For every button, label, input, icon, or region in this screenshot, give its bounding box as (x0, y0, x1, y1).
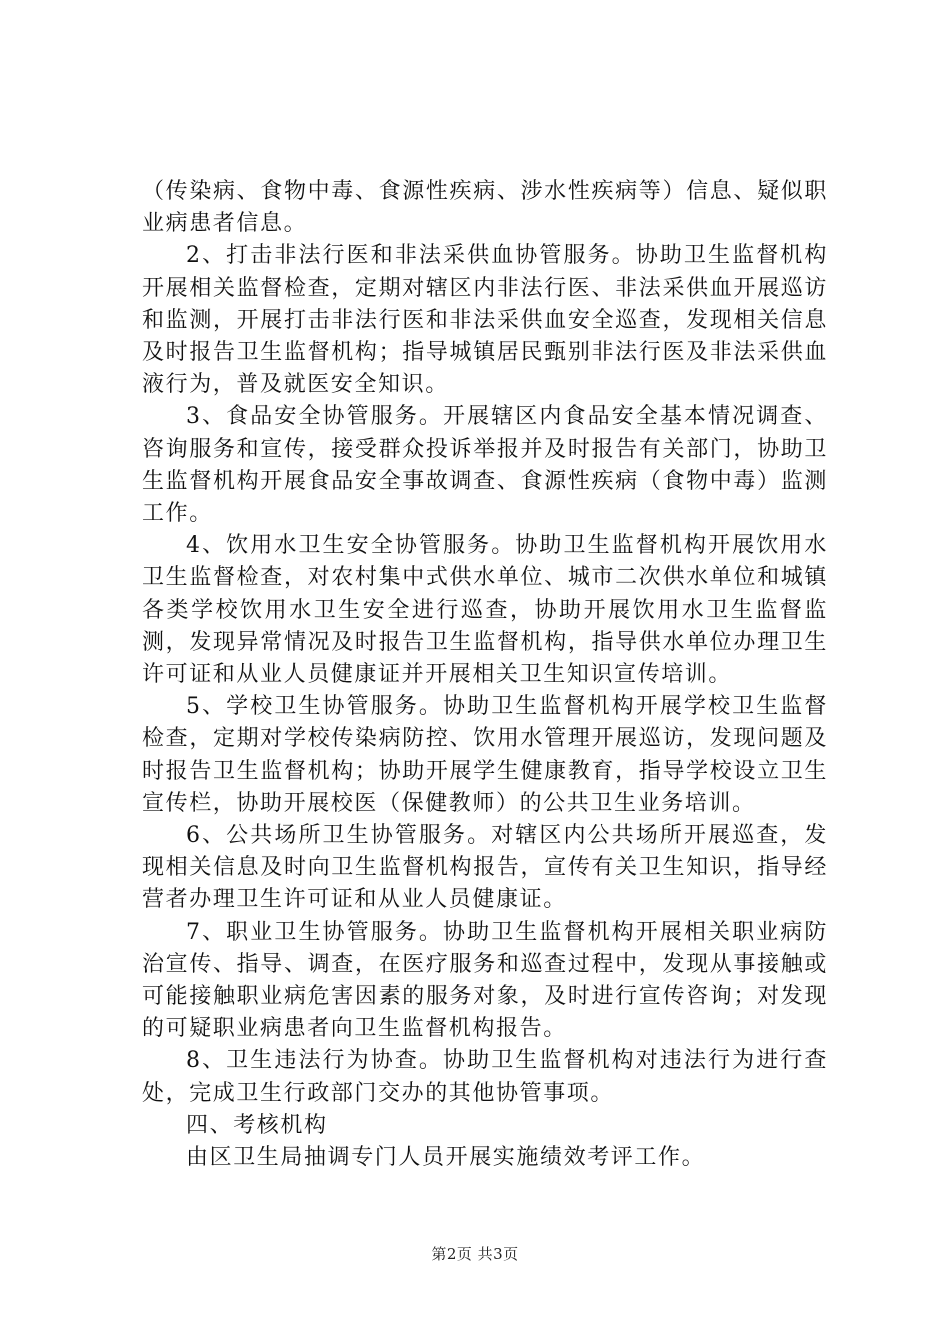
paragraph-item-2: 2、打击非法行医和非法采供血协管服务。协助卫生监督机构开展相关监督检查，定期对辖区内非法行医、非法采供血开展巡访和监测，开展打击非法行医和非法采供血安全巡查，发现相关信息及时报告卫生监督机构；指导城镇居民甄别非法行医及非法采供血液行为，普及就医安全知识。 (142, 243, 828, 398)
paragraph-item-8: 8、卫生违法行为协查。协助卫生监督机构对违法行为进行查处，完成卫生行政部门交办的其他协管事项。 (142, 1048, 828, 1106)
document-body (142, 176, 828, 1174)
page-number-footer: 第2页 共3页 (431, 1245, 519, 1263)
paragraph-assessment: 由区卫生局抽调专门人员开展实施绩效考评工作。 (186, 1145, 706, 1171)
paragraph-item-5: 5、学校卫生协管服务。协助卫生监督机构开展学校卫生监督检查，定期对学校传染病防控、饮用水管理开展巡访，发现问题及时报告卫生监督机构；协助开展学生健康教育，指导学校设立卫生宣传栏，协助开展校医（保健教师）的公共卫生业务培训。 (142, 694, 828, 816)
section-heading: 四、考核机构 (186, 1112, 328, 1138)
paragraph-item-4: 4、饮用水卫生安全协管服务。协助卫生监督机构开展饮用水卫生监督检查，对农村集中式供水单位、城市二次供水单位和城镇各类学校饮用水卫生安全进行巡查，协助开展饮用水卫生监督监测，发现异常情况及时报告卫生监督机构，指导供水单位办理卫生许可证和从业人员健康证并开展相关卫生知识宣传培训。 (142, 533, 828, 688)
paragraph-item-7: 7、职业卫生协管服务。协助卫生监督机构开展相关职业病防治宣传、指导、调查，在医疗服务和巡查过程中，发现从事接触或可能接触职业病危害因素的服务对象，及时进行宣传咨询；对发现的可疑职业病患者向卫生监督机构报告。 (142, 919, 828, 1042)
paragraph-continuation: （传染病、食物中毒、食源性疾病、涉水性疾病等）信息、疑似职业病患者信息。 (142, 179, 828, 237)
paragraph-item-3: 3、食品安全协管服务。开展辖区内食品安全基本情况调查、咨询服务和宣传，接受群众投诉举报并及时报告有关部门，协助卫生监督机构开展食品安全事故调查、食源性疾病（食物中毒）监测工作。 (142, 404, 828, 527)
paragraph-item-6: 6、公共场所卫生协管服务。对辖区内公共场所开展巡查，发现相关信息及时向卫生监督机构报告，宣传有关卫生知识，指导经营者办理卫生许可证和从业人员健康证。 (142, 823, 828, 913)
